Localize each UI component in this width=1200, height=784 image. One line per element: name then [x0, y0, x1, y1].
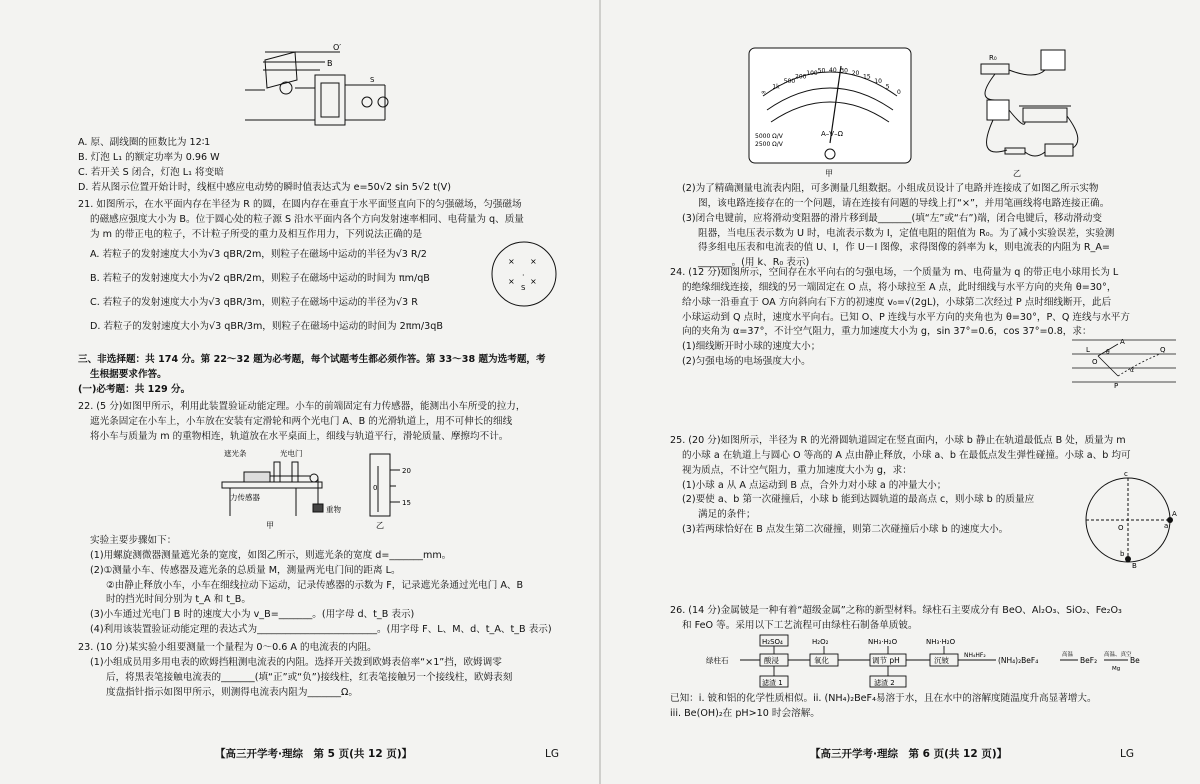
label-fig-yi: 乙: [376, 521, 384, 530]
q21-option-d: D. 若粒子的发射速度大小为√3 qBR/3m，则粒子在磁场中运动的时间为 2πm/3qB: [90, 320, 443, 332]
q23-part-3c: 得多组电压表和电流表的值 U、I，作 U－I 图像，求得图像的斜率为 k，则电流表的内阻为 R_A=: [698, 242, 1110, 254]
q23-part-3a: (3)闭合电键前，应将滑动变阻器的滑片移到最_______(填“左”或“右”)端，闭合电键后，移动滑动变: [682, 212, 1102, 224]
q20-option-d: D. 若从图示位置开始计时，线框中感应电动势的瞬时值表达式为 e=50√2 sin 5√2 t(V): [78, 181, 451, 193]
label-light-strip: 遮光条: [224, 449, 247, 458]
label-photogate: 光电门: [280, 449, 303, 458]
label-weight: 重物: [326, 505, 341, 514]
meter-scale-label: 50: [817, 67, 826, 75]
q25-line-3: 视为质点，不计空气阻力，重力加速度大小为 g，求：: [682, 464, 912, 476]
q22-step-2b: ②由静止释放小车，小车在细线拉动下运动，记录传感器的示数为 F，记录遮光条通过光电门 A、B: [106, 579, 524, 591]
label-fig-jia: 甲: [266, 521, 274, 530]
flow-mg: Mg: [1112, 666, 1121, 672]
q24-part-2: (2)匀强电场的电场强度大小。: [682, 356, 811, 368]
q24-line-5: 向的夹角为 α=37°，不计空气阻力，重力加速度大小为 g，sin 37°=0.6，cos 37°=0.8，求：: [682, 326, 1092, 338]
meter-scale-label: 10: [874, 78, 882, 85]
left-footer: 【高三开学考·理综 第 5 页(共 12 页)】: [215, 748, 413, 760]
q22-step-3: (3)小车通过光电门 B 时的速度大小为 v_B=_______。(用字母 d、t_B 表示): [90, 609, 415, 621]
q26-flowchart: [700, 632, 1170, 692]
q22-stem: [78, 400, 580, 445]
meter-unit: A–V–Ω: [821, 130, 843, 138]
label-tick-15: 15: [402, 499, 411, 507]
q20-option-c: C. 若开关 S 闭合，灯泡 L₁ 将变暗: [78, 166, 224, 178]
q25-part-2b: 满足的条件；: [698, 509, 756, 521]
q23-part-2b: 图，该电路连接存在的一个问题，请在连接有问题的导线上打“×”，并用笔画线将电路连接正确。: [698, 197, 1110, 209]
meter-scale-label: 100: [806, 69, 818, 77]
q26-stem: [670, 604, 1180, 634]
meter-scale-label: 5: [885, 83, 890, 91]
svg-text:O′: O′: [333, 43, 342, 52]
q20-figure: [225, 40, 395, 135]
fig24-label-a: A: [1120, 338, 1125, 346]
q25-part-2: (2)要使 a、b 第一次碰撞后，小球 b 能到达圆轨道的最高点 c，则小球 b 的质量应: [682, 494, 1035, 506]
q21-figure: [488, 238, 560, 310]
q25-part-1: (1)小球 a 从 A 点运动到 B 点，合外力对小球 a 的冲量大小；: [682, 479, 947, 491]
q22-figure: [210, 446, 430, 530]
meter-note-2: 2500 Ω/V: [755, 141, 783, 148]
label-force-sensor: 力传感器: [230, 493, 260, 502]
meter-scale-label: 30: [840, 67, 848, 75]
meter-scale-label: 500: [783, 78, 796, 85]
flow-h2o2: H₂O₂: [812, 638, 829, 646]
q22-line-1: 22. (5 分)如图甲所示，利用此装置验证动能定理。小车的前端固定有力传感器，能测出小车所受的拉力，: [78, 401, 526, 412]
q23-part-2a: (2)为了精确测量电流表内阻，可多测量几组数据。小组成员设计了电路并连接成了如图乙所示实物: [682, 183, 1099, 194]
section-three: [78, 353, 580, 398]
section-three-title-cont: 生根据要求作答。: [90, 368, 167, 380]
svg-text:×: ×: [530, 257, 537, 266]
label-tick-0: 0: [373, 484, 378, 492]
meter-note-1: 5000 Ω/V: [755, 133, 783, 140]
fig24-label-p: P: [1114, 382, 1119, 390]
fig24-label-l: L: [1086, 346, 1090, 354]
flow-precipitate: 沉铍: [934, 656, 949, 665]
q21-option-b: B. 若粒子的发射速度大小为√2 qBR/2m，则粒子在磁场中运动的时间为 πm/qB: [90, 272, 430, 284]
q20-options: [78, 136, 580, 195]
svg-text:×: ×: [508, 277, 515, 286]
q21-option-c: C. 若粒子的发射速度大小为√3 qBR/3m，则粒子在磁场中运动的半径为√3 R: [90, 296, 418, 308]
q22-step-2c: 时的挡光时间分别为 t_A 和 t_B。: [106, 594, 251, 606]
q21-line-1: 21. 如图所示，在水平面内存在半径为 R 的圆，在圆内存在垂直于水平面竖直向下的匀强磁场，匀强磁场: [78, 199, 522, 210]
q22-step-4: (4)利用该装置验证动能定理的表达式为_________________________。(用字母 F、L、M、d、t_A、t_B 表示): [90, 624, 552, 636]
q26-line-1: 26. (14 分)金属铍是一种有着“超级金属”之称的新型材料。绿柱石主要成分有 BeO、Al₂O₃、SiO₂、Fe₂O₃: [670, 605, 1122, 616]
left-footer-code: LG: [545, 748, 559, 760]
fig25-label-c: c: [1124, 470, 1128, 478]
flow-nh3-2: NH₃·H₂O: [926, 638, 956, 646]
q24-figure: [1068, 332, 1180, 390]
q22-step-intro: 实验主要步骤如下：: [90, 535, 177, 546]
q25-line-2: 的小球 a 在轨道上与圆心 O 等高的 A 点由静止释放，小球 a、b 在最低点发生弹性碰撞。小球 a、b 均可: [682, 449, 1131, 461]
q21-line-2: 的磁感应强度大小为 B。位于圆心处的粒子源 S 沿水平面内各个方向发射速率相同、电荷量为 q、质量: [90, 213, 524, 225]
q23-line-2: (1)小组成员用多用电表的欧姆挡粗测电流表的内阻。选择开关拨到欧姆表倍率“×1”挡，欧姆调零: [90, 656, 502, 668]
meter-scale-label: 15: [863, 73, 871, 81]
meter-scale-label: 1k: [772, 83, 780, 91]
q23-line-4: 度盘指针指示如图甲所示，则测得电流表内阻为_______Ω。: [106, 686, 358, 698]
fig24-label-q: Q: [1160, 346, 1166, 354]
q23-circuit-figure: [945, 40, 1095, 180]
meter-scale-label: 40: [829, 67, 837, 74]
fig24-label-theta: θ: [1106, 349, 1110, 356]
flow-product-1: (NH₄)₂BeF₄: [998, 656, 1039, 665]
q23-stem: [78, 641, 580, 700]
q23-part-3d: _______。(用 k、R₀ 表示): [698, 257, 810, 269]
flow-acid-leach: 酸浸: [764, 656, 779, 665]
fig24-label-o: O: [1092, 358, 1098, 366]
flow-h2so4: H₂SO₄: [762, 638, 783, 646]
q24-line-3: 给小球一沿垂直于 OA 方向斜向右下方的初速度 v₀=√(2gL)，小球第二次经过 P 点时细线断开，此后: [682, 296, 1112, 308]
q22-steps: [78, 534, 580, 638]
svg-text:·: ·: [522, 271, 525, 280]
flow-residue-2: 滤渣 2: [874, 679, 895, 687]
svg-text:B: B: [327, 59, 333, 68]
label-tick-20: 20: [402, 467, 411, 475]
fig25-label-b-point: B: [1132, 562, 1137, 570]
q20-option-b: B. 灯泡 L₁ 的额定功率为 0.96 W: [78, 151, 220, 163]
q21-options: [78, 248, 478, 334]
q24-part-1: (1)细线断开时小球的速度大小；: [682, 341, 821, 353]
svg-text:S: S: [370, 76, 375, 84]
q24-line-4: 小球运动到 Q 点时，速度水平向右。已知 O、P 连线与水平方向的夹角也为 θ=30°，P、Q 连线与水平方: [682, 311, 1130, 323]
required-title: (一)必考题：共 129 分。: [78, 383, 191, 395]
meter-scale-label: 20: [851, 69, 860, 77]
fig24-label-alpha: α: [1130, 367, 1134, 374]
fig25-label-ball-b: b: [1120, 550, 1125, 558]
meter-scale-label: 200: [795, 73, 807, 81]
right-page: [600, 0, 1200, 784]
flow-nh3-1: NH₃·H₂O: [868, 638, 898, 646]
q21-option-a: A. 若粒子的发射速度大小为√3 qBR/2m，则粒子在磁场中运动的半径为√3 R/2: [90, 249, 427, 260]
q21-line-3: 为 m 的带正电的粒子，不计粒子所受的重力及相互作用力，下列说法正确的是: [90, 228, 423, 240]
fig25-label-ball-a: a: [1164, 522, 1169, 530]
flow-adjust-ph: 调节 pH: [872, 656, 900, 665]
q22-line-2: 遮光条固定在小车上，小车放在安装有定滑轮和两个光电门 A、B 的光滑轨道上，用不可伸长的细线: [90, 415, 513, 427]
flow-reagent: NH₄HF₂: [964, 652, 986, 659]
flow-product-2: BeF₂: [1080, 656, 1098, 665]
q23-line-3: 后，将黑表笔接触电流表的_______(填“正”或“负”)接线柱，红表笔接触另一个接线柱，欧姆表刻: [106, 671, 513, 683]
q26-line-2: 和 FeO 等。采用以下工艺流程可由绿柱石制备单质铍。: [682, 619, 918, 631]
label-meter-jia: 甲: [825, 169, 833, 178]
q22-step-2a: (2)①测量小车、传感器及遮光条的总质量 M，测量两光电门间的距离 L。: [90, 564, 401, 576]
q24-line-2: 的绝缘细线连接，细线的另一端固定在 O 点，将小球拉至 A 点，此时细线与水平方向的夹角 θ=30°，: [682, 281, 1117, 293]
q22-step-1: (1)用螺旋测微器测量遮光条的宽度，如图乙所示，则遮光条的宽度 d=_______mm。: [90, 549, 452, 561]
svg-text:×: ×: [508, 257, 515, 266]
q21-stem: [78, 198, 580, 243]
q24-line-1: 24. (12 分)如图所示，空间存在水平向右的匀强电场，一个质量为 m、电荷量为 q 的带正电小球用长为 L: [670, 267, 1119, 278]
svg-text:S: S: [521, 284, 526, 292]
right-footer: 【高三开学考·理综 第 6 页(共 12 页)】: [810, 748, 1008, 760]
q26-known: [670, 692, 1180, 722]
flow-residue-1: 滤渣 1: [762, 679, 783, 687]
q22-line-3: 将小车与质量为 m 的重物相连，轨道放在水平桌面上，细线与轨道平行，滑轮质量、摩擦均不计。: [90, 430, 509, 442]
q25-figure: [1078, 470, 1178, 570]
q23-line-1: 23. (10 分)某实验小组要测量一个量程为 0～0.6 A 的电流表的内阻。: [78, 642, 377, 653]
q20-option-a: A. 原、副线圈的匝数比为 12∶1: [78, 137, 211, 148]
q23-part-3b: 阻器，当电压表示数为 U 时，电流表示数为 I，定值电阻的阻值为 R₀。为了减小实验误差，实验测: [698, 227, 1115, 239]
q26-known-1: 已知：i. 铍和铝的化学性质相似。ii. (NH₄)₂BeF₄易溶于水，且在水中的溶解度随温度升高显著增大。: [670, 693, 1097, 704]
meter-scale-label: 0: [897, 89, 901, 96]
q25-part-3: (3)若两球恰好在 B 点发生第二次碰撞，则第二次碰撞后小球 b 的速度大小。: [682, 524, 1009, 536]
flow-start: 绿柱石: [706, 656, 729, 665]
flow-condition-2: 高温、真空: [1104, 652, 1132, 658]
label-r0: R₀: [989, 54, 997, 62]
q23-meter-figure: [745, 38, 920, 178]
right-footer-code: LG: [1120, 748, 1134, 760]
flow-oxidize: 氧化: [814, 656, 829, 665]
flow-condition-1: 高温: [1062, 652, 1074, 658]
q26-known-2: iii. Be(OH)₂在 pH>10 时会溶解。: [670, 707, 820, 719]
fig25-label-o: O: [1118, 524, 1124, 532]
svg-text:×: ×: [530, 277, 537, 286]
label-circuit-yi: 乙: [1013, 169, 1021, 178]
q23-continued: [670, 182, 1180, 271]
section-three-title: 三、非选择题：共 174 分。第 22～32 题为必考题，每个试题考生都必须作答。第 33～38 题为选考题，考: [78, 354, 546, 365]
meter-scale-label: ∞: [761, 89, 766, 96]
fig25-label-a-point: A: [1172, 510, 1177, 518]
flow-product-3: Be: [1130, 656, 1140, 665]
q25-line-1: 25. (20 分)如图所示，半径为 R 的光滑圆轨道固定在竖直面内，小球 b 静止在轨道最低点 B 处，质量为 m: [670, 435, 1126, 446]
